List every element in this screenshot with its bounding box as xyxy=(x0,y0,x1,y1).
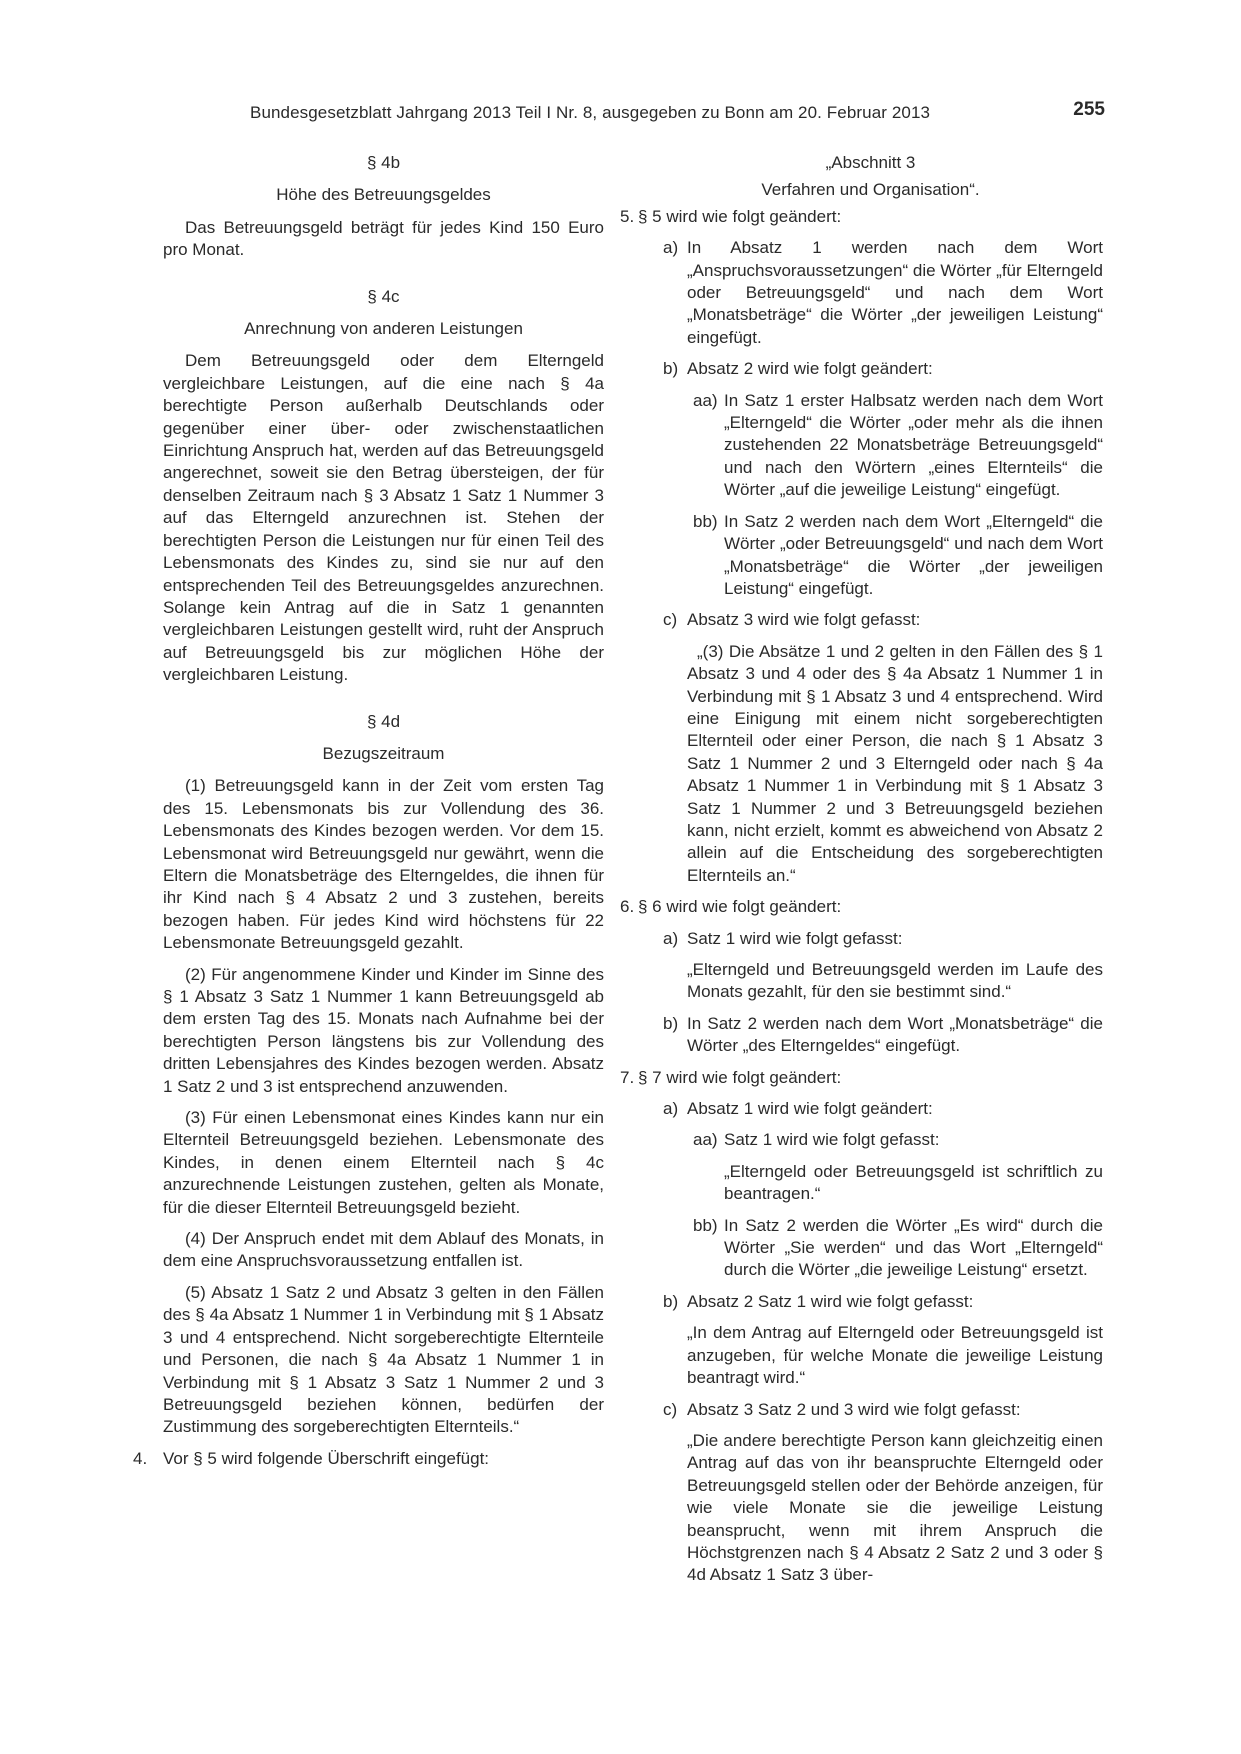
list-item-label: 6. xyxy=(620,897,635,917)
sub-item-text: Absatz 2 wird wie folgt geändert: xyxy=(687,359,933,379)
sub-item-text: Absatz 1 wird wie folgt geändert: xyxy=(687,1099,933,1119)
sub-item-text: Absatz 3 wird wie folgt gefasst: xyxy=(687,610,921,630)
sub-sub-item-label: aa) xyxy=(693,1130,718,1150)
sub-item-label: b) xyxy=(663,1291,679,1311)
quote-7c: „Die andere berechtigte Person kann gleichzeitig einen Antrag auf das von ihr beanspruchte Elterngeld oder Betreuungsgeld stellen oder der Behörde anzeigen, für wie viele Monate sie die jeweilige Leistung beansprucht, wenn mit ihrem Anspruch die Höchstgrenzen nach § 4 Absatz 2 Satz 2 und 3 oder § 4d Absatz 1 Satz 3 über- xyxy=(687,1430,1103,1585)
abschnitt-number: „Abschnitt 3 xyxy=(825,153,916,172)
section-title-4d: Bezugszeitraum xyxy=(322,743,445,763)
abschnitt-title: Verfahren und Organisation“. xyxy=(761,180,980,200)
sub-sub-item-text: In Satz 1 erster Halbsatz werden nach dem Wort „Elterngeld“ die Wörter „oder mehr als die ihnen zustehenden 22 Monatsbeträge Betreuungsgeld“ und nach den Wörtern „eines Elternteils“ die Wörter „auf die jeweilige Leistung“ eingefügt. xyxy=(724,390,1103,500)
paragraph-4d-3: (3) Für einen Lebensmonat eines Kindes kann nur ein Elternteil Betreuungsgeld beziehen. Lebensmonate des Kindes, in denen einem Elternteil nach § 4c anzurechnende Leistungen zustehen, gelten als Monate, für die dieser Elternteil Betreuungsgeld bezieht. xyxy=(163,1108,604,1217)
list-item-label: 4. xyxy=(133,1448,148,1468)
sub-item-text: Absatz 3 Satz 2 und 3 wird wie folgt gefasst: xyxy=(687,1399,1021,1419)
sub-item-5b xyxy=(663,358,1103,380)
list-item-6 xyxy=(620,896,1103,918)
page-number: 255 xyxy=(1073,99,1105,120)
quote-7b: „In dem Antrag auf Elterngeld oder Betreuungsgeld ist anzugeben, für welche Monate die jeweilige Leistung beantragt wird.“ xyxy=(687,1323,1103,1388)
paragraph-4d-4: (4) Der Anspruch endet mit dem Ablauf des Monats, in dem eine Anspruchsvoraussetzung entfallen ist. xyxy=(163,1229,604,1271)
sub-item-text: Absatz 2 Satz 1 wird wie folgt gefasst: xyxy=(687,1291,974,1311)
list-item-text: § 6 wird wie folgt geändert: xyxy=(638,897,842,917)
sub-item-7a xyxy=(663,1098,1103,1120)
section-text-4b: Das Betreuungsgeld beträgt für jedes Kind 150 Euro pro Monat. xyxy=(163,217,604,260)
section-title-4b: Höhe des Betreuungsgeldes xyxy=(276,185,491,205)
section-number-4c: § 4c xyxy=(367,286,400,306)
sub-item-label: c) xyxy=(663,1399,678,1419)
running-title: Bundesgesetzblatt Jahrgang 2013 Teil I Nr. 8, ausgegeben zu Bonn am 20. Februar 2013 xyxy=(250,103,931,122)
paragraph-4d-1: (1) Betreuungsgeld kann in der Zeit vom ersten Tag des 15. Lebensmonats bis zur Vollendung des 36. Lebensmonats des Kindes bezogen werden. Vor dem 15. Lebensmonat wird Betreuungsgeld nur gewährt, wenn die Eltern die Monatsbeträge des Elterngeldes, die ihnen für ihr Kind nach § 4 Absatz 2 und 3 zustehen, bereits bezogen haben. Für jedes Kind wird höchstens für 22 Lebensmonate Betreuungsgeld gezahlt. xyxy=(163,776,604,953)
paragraph-4d-5: (5) Absatz 1 Satz 2 und Absatz 3 gelten in den Fällen des § 4a Absatz 1 Nummer 1 in Verbindung mit § 1 Absatz 3 und 4 entsprechend. Nicht sorgeberechtigte Elternteile und Personen, die nach § 4a Absatz 1 Nummer 1 in Verbindung mit § 1 Absatz 3 Satz 1 Nummer 2 und 3 Betreuungsgeld beziehen können, bedürfen der Zustimmung des sorgeberechtigten Elternteils.“ xyxy=(163,1282,604,1437)
sub-item-label: c) xyxy=(663,610,678,630)
section-number-4d: § 4d xyxy=(366,711,401,731)
sub-sub-item-label: bb) xyxy=(693,511,718,531)
list-item-text: § 5 wird wie folgt geändert: xyxy=(638,206,842,226)
list-item-4 xyxy=(133,1448,604,1470)
sub-sub-item-text: In Satz 2 werden die Wörter „Es wird“ durch die Wörter „Sie werden“ und das Wort „Elterngeld“ durch die Wörter „die jeweilige Leistung“ ersetzt. xyxy=(724,1215,1103,1280)
sub-item-label: a) xyxy=(663,1099,679,1119)
paragraph-4d-2: (2) Für angenommene Kinder und Kinder im Sinne des § 1 Absatz 3 Satz 1 Nummer 1 kann Betreuungsgeld ab dem ersten Tag des 15. Monats nach Aufnahme bei der berechtigten Person längstens bis zur Vollendung des dritten Lebensjahres des Kindes bezogen werden. Absatz 1 Satz 2 und 3 ist entsprechend anzuwenden. xyxy=(163,964,604,1096)
quote-5c: „(3) Die Absätze 1 und 2 gelten in den Fällen des § 1 Absatz 3 und 4 oder des § 4a Absatz 1 Nummer 1 in Verbindung mit § 1 Absatz 3 und 4 entsprechend. Wird eine Einigung mit einem nicht sorgeberechtigten Elternteil oder einer Person, die nach § 1 Absatz 3 Satz 1 Nummer 2 und 3 Elterngeld oder nach § 4a Absatz 1 Nummer 1 in Verbindung mit § 1 Absatz 3 Satz 1 Nummer 2 und 3 Betreuungsgeld beziehen kann, nicht erzielt, kommt es abweichend von Absatz 2 allein auf die Entscheidung des sorgeberechtigten Elternteils an.“ xyxy=(687,641,1103,885)
sub-sub-item-5b-bb xyxy=(693,511,1103,601)
list-item-label: 5. xyxy=(620,206,635,226)
quote-6a: „Elterngeld und Betreuungsgeld werden im Laufe des Monats gezahlt, für den sie bestimmt sind.“ xyxy=(687,960,1103,1002)
list-item-7 xyxy=(620,1067,1103,1089)
list-item-5 xyxy=(620,206,1103,228)
sub-item-text: In Satz 2 werden nach dem Wort „Monatsbeträge“ die Wörter „des Elterngeldes“ eingefügt. xyxy=(687,1013,1103,1056)
sub-item-5a xyxy=(663,237,1103,349)
quote-7a-aa: „Elterngeld oder Betreuungsgeld ist schriftlich zu beantragen.“ xyxy=(724,1161,1103,1204)
sub-sub-item-label: bb) xyxy=(693,1215,718,1235)
sub-sub-item-label: aa) xyxy=(693,390,718,410)
page-header xyxy=(150,99,1105,129)
left-column xyxy=(133,152,604,1470)
sub-item-6a xyxy=(663,928,1103,950)
sub-item-7b xyxy=(663,1291,1103,1313)
sub-sub-item-text: Satz 1 wird wie folgt gefasst: xyxy=(724,1130,940,1150)
sub-item-text: Satz 1 wird wie folgt gefasst: xyxy=(687,928,903,948)
right-column xyxy=(620,152,1103,1587)
sub-item-5c xyxy=(663,609,1103,631)
sub-item-6b xyxy=(663,1013,1103,1058)
list-item-text: § 7 wird wie folgt geändert: xyxy=(638,1067,842,1087)
section-text-4c: Dem Betreuungsgeld oder dem Elterngeld vergleichbare Leistungen, auf die eine nach § 4a berechtigte Person außerhalb Deutschlands oder gegenüber einer über- oder zwischenstaatlichen Einrichtung Anspruch hat, werden auf das Betreuungsgeld angerechnet, soweit sie den Betrag übersteigen, der für denselben Zeitraum nach § 3 Absatz 1 Satz 1 Nummer 3 auf das Elterngeld anzurechnen ist. Stehen der berechtigten Person die Leistungen nur für einen Teil des Lebensmonats des Kindes zu, sind sie nur auf den entsprechenden Teil des Betreuungsgeldes anzurechnen. Solange kein Antrag auf die in Satz 1 genannten vergleichbaren Leistungen gestellt wird, ruht der Anspruch auf Betreuungsgeld bis zur möglichen Höhe der vergleichbaren Leistung. xyxy=(163,351,604,685)
sub-item-label: a) xyxy=(663,238,679,258)
list-item-text: Vor § 5 wird folgende Überschrift eingefügt: xyxy=(163,1448,490,1468)
sub-sub-item-7a-aa xyxy=(693,1129,1103,1151)
sub-item-7c xyxy=(663,1399,1103,1421)
sub-sub-item-text: In Satz 2 werden nach dem Wort „Elterngeld“ die Wörter „oder Betreuungsgeld“ und nach dem Wort „Monatsbeträge“ die Wörter „der jeweiligen Leistung“ eingefügt. xyxy=(724,511,1103,598)
sub-item-text: In Absatz 1 werden nach dem Wort „Anspruchsvoraussetzungen“ die Wörter „für Elterngeld oder Betreuungsgeld“ und nach dem Wort „Monatsbeträge“ die Wörter „der jeweiligen Leistung“ eingefügt. xyxy=(687,238,1103,347)
sub-item-label: b) xyxy=(663,1013,679,1033)
sub-item-label: b) xyxy=(663,359,679,379)
sub-sub-item-5b-aa xyxy=(693,390,1103,502)
section-title-4c: Anrechnung von anderen Leistungen xyxy=(244,319,523,339)
section-number-4b: § 4b xyxy=(366,153,401,172)
list-item-label: 7. xyxy=(620,1067,635,1087)
sub-sub-item-7a-bb xyxy=(693,1215,1103,1282)
sub-item-label: a) xyxy=(663,928,679,948)
